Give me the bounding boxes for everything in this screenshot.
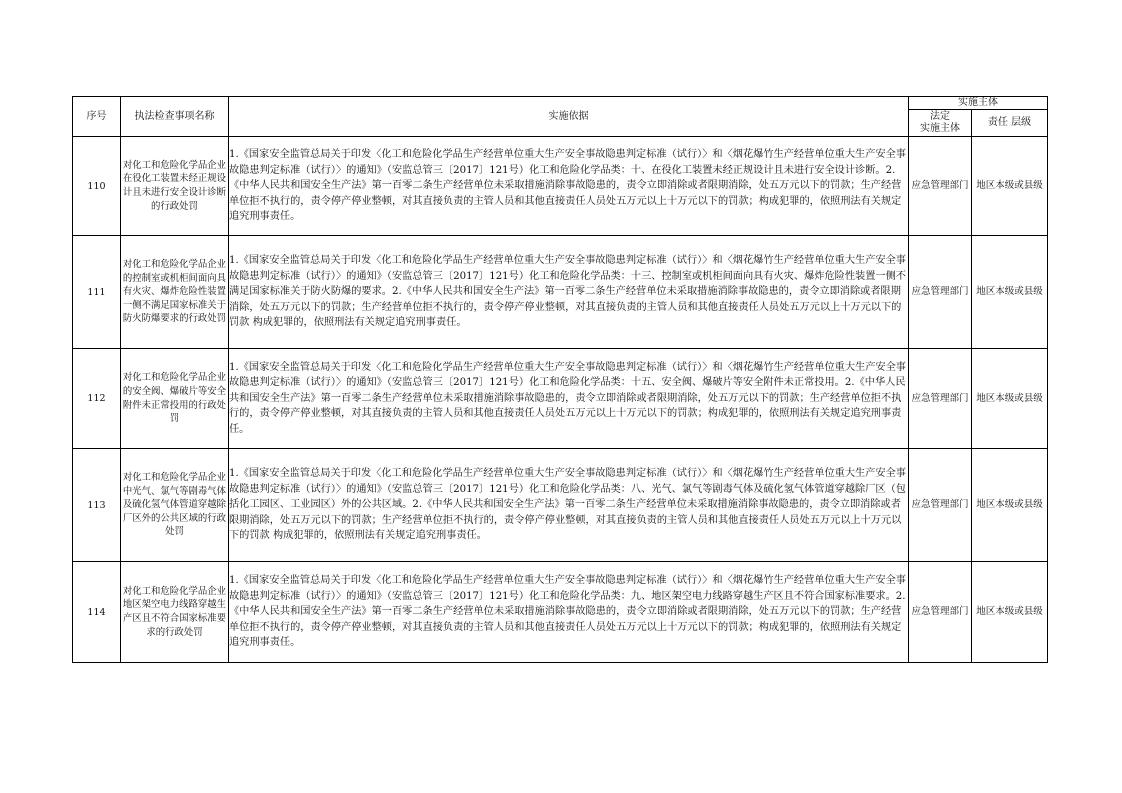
table-row <box>73 349 1048 449</box>
row-level: 地区本级或县级 <box>972 137 1048 236</box>
enforcement-table <box>72 96 1048 663</box>
header-row-top <box>73 97 1048 110</box>
header-basis: 实施依据 <box>229 97 909 137</box>
row-index: 110 <box>73 137 121 236</box>
table-row <box>73 449 1048 562</box>
row-department: 应急管理部门 <box>909 449 972 562</box>
header-item-name: 执法检查事项名称 <box>121 97 229 137</box>
row-level: 地区本级或县级 <box>972 349 1048 449</box>
row-index: 114 <box>73 562 121 663</box>
row-basis: 1.《国家安全监管总局关于印发〈化工和危险化学品生产经营单位重大生产安全事故隐患判定标准（试行）〉和〈烟花爆竹生产经营单位重大生产安全事故隐患判定标准（试行）〉的通知》（安监总管三〔2017〕121号）化工和危险化学品类：十三、控制室或机柜间面向具有火灾、爆炸危险性装置一侧不满足国家标准关于防火防爆的要求。2.《中华人民共和国安全生产法》第一百零二条生产经营单位未采取措施消除事故隐患的，责令立即消除或者限期消除，处五万元以下的罚款；生产经营单位拒不执行的，责令停产停业整顿，对其直接负责的主管人员和其他直接责任人员处五万元以上十万元以下的罚款 构成犯罪的，依照刑法有关规定追究刑事责任。 <box>229 236 909 349</box>
row-basis: 1.《国家安全监管总局关于印发〈化工和危险化学品生产经营单位重大生产安全事故隐患判定标准（试行）〉和〈烟花爆竹生产经营单位重大生产安全事故隐患判定标准（试行）〉的通知》（安监总管三〔2017〕121号）化工和危险化学品类：九、地区架空电力线路穿越生产区且不符合国家标准要求。2.《中华人民共和国安全生产法》第一百零二条生产经营单位未采取措施消除事故隐患的，责令立即消除或者限期消除，处五万元以下的罚款；生产经营单位拒不执行的，责令停产停业整顿，对其直接负责的主管人员和其他直接责任人员处五万元以上十万元以下的罚款；构成犯罪的，依照刑法有关规定追究刑事责任。 <box>229 562 909 663</box>
row-item-name: 对化工和危险化学品企业的安全阀、爆破片等安全附件未正常投用的行政处罚 <box>121 349 229 449</box>
row-item-name: 对化工和危险化学品企业地区架空电力线路穿越生产区且不符合国家标准要求的行政处罚 <box>121 562 229 663</box>
row-level: 地区本级或县级 <box>972 449 1048 562</box>
table-row <box>73 137 1048 236</box>
header-statutory-subject: 法定 实施主体 <box>909 110 972 137</box>
row-item-name: 对化工和危险化学品企业的控制室或机柜间面向具有火灾、爆炸危险性装置一侧不满足国家标准关于防火防爆要求的行政处罚 <box>121 236 229 349</box>
row-index: 113 <box>73 449 121 562</box>
row-level: 地区本级或县级 <box>972 562 1048 663</box>
row-basis: 1.《国家安全监管总局关于印发〈化工和危险化学品生产经营单位重大生产安全事故隐患判定标准（试行）〉和〈烟花爆竹生产经营单位重大生产安全事故隐患判定标准（试行）〉的通知》（安监总管三〔2017〕121号）化工和危险化学品类：十五、安全阀、爆破片等安全附件未正常投用。2.《中华人民共和国安全生产法》第一百零二条生产经营单位未采取措施消除事故隐患的，责令立即消除或者限期消除，处五万元以下的罚款；生产经营单位拒不执行的，责令停产停业整顿，对其直接负责的主管人员和其他直接责任人员处五万元以上十万元以下的罚款；构成犯罪的，依照刑法有关规定追究刑事责任。 <box>229 349 909 449</box>
header-index: 序号 <box>73 97 121 137</box>
row-department: 应急管理部门 <box>909 137 972 236</box>
row-basis: 1.《国家安全监管总局关于印发〈化工和危险化学品生产经营单位重大生产安全事故隐患判定标准（试行）〉和〈烟花爆竹生产经营单位重大生产安全事故隐患判定标准（试行）〉的通知》（安监总管三〔2017〕121号）化工和危险化学品类：八、光气、氯气等剧毒气体及硫化氢气体管道穿越除厂区（包括化工园区、工业园区）外的公共区域。2.《中华人民共和国安全生产法》第一百零二条生产经营单位未采取措施消除事故隐患的，责令立即消除或者限期消除，处五万元以下的罚款；生产经营单位拒不执行的，责令停产停业整顿，对其直接负责的主管人员和其他直接责任人员处五万元以上十万元以下的罚款 构成犯罪的，依照刑法有关规定追究刑事责任。 <box>229 449 909 562</box>
row-item-name: 对化工和危险化学品企业中光气、氯气等剧毒气体及硫化氢气体管道穿越除厂区外的公共区域的行政处罚 <box>121 449 229 562</box>
row-level: 地区本级或县级 <box>972 236 1048 349</box>
header-subject: 实施主体 <box>909 97 1048 110</box>
row-index: 111 <box>73 236 121 349</box>
table-row <box>73 562 1048 663</box>
row-department: 应急管理部门 <box>909 236 972 349</box>
row-index: 112 <box>73 349 121 449</box>
row-item-name: 对化工和危险化学品企业在役化工装置未经正规设计且未进行安全设计诊断的行政处罚 <box>121 137 229 236</box>
row-department: 应急管理部门 <box>909 349 972 449</box>
table-row <box>73 236 1048 349</box>
header-responsibility-level: 责任 层级 <box>972 110 1048 137</box>
row-basis: 1.《国家安全监管总局关于印发〈化工和危险化学品生产经营单位重大生产安全事故隐患判定标准（试行）〉和〈烟花爆竹生产经营单位重大生产安全事故隐患判定标准（试行）〉的通知》（安监总管三〔2017〕121号）化工和危险化学品类：十、在役化工装置未经正规设计且未进行安全设计诊断。2.《中华人民共和国安全生产法》第一百零二条生产经营单位未采取措施消除事故隐患的，责令立即消除或者限期消除，处五万元以下的罚款；生产经营单位拒不执行的，责令停产停业整顿，对其直接负责的主管人员和其他直接责任人员处五万元以上十万元以下的罚款；构成犯罪的，依照刑法有关规定追究刑事责任。 <box>229 137 909 236</box>
row-department: 应急管理部门 <box>909 562 972 663</box>
